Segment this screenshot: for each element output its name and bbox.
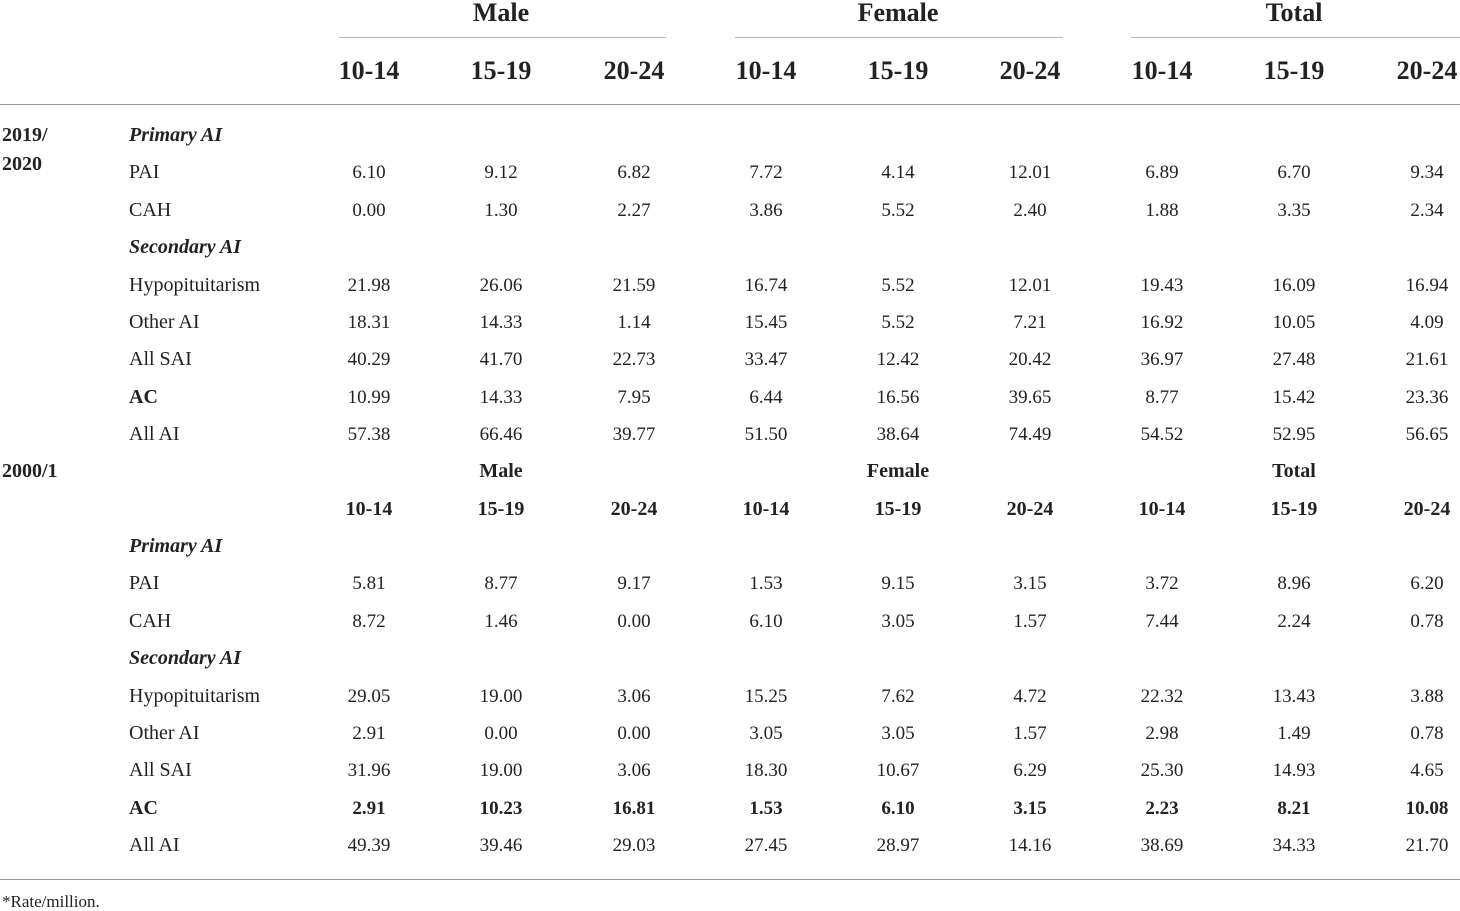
table-cell: 26.06 [479,274,523,296]
table-cell: 3.15 [1013,797,1047,819]
table-cell: 38.64 [876,424,920,446]
table-cell: 15.42 [1272,386,1316,408]
table-cell: 39.65 [1008,386,1052,408]
age-header: 15-19 [867,56,929,85]
row-label: All AI [129,423,180,446]
header-rule [0,104,1460,105]
table-cell: 4.72 [1013,685,1047,707]
table-cell: 7.44 [1145,610,1179,632]
table-cell: 15.25 [744,685,788,707]
table-cell: 54.52 [1140,424,1184,446]
table-cell: 0.78 [1410,610,1444,632]
table-cell: 3.05 [881,610,915,632]
table-cell: 6.44 [749,386,783,408]
period-label: 2019/ [2,124,48,146]
table-cell: 3.86 [749,199,783,221]
table-cell: 28.97 [876,835,920,857]
table-cell: 56.65 [1405,424,1449,446]
age-header: 15-19 [470,56,532,85]
row-label: AC [129,385,158,408]
table-cell: 21.98 [347,274,391,296]
period-label: 2000/1 [2,460,58,482]
table-cell: 2.27 [617,199,651,221]
table-cell: 12.01 [1008,274,1052,296]
group-underline [735,37,1063,38]
table-cell: 21.59 [612,274,656,296]
table-cell: 12.42 [876,349,920,371]
row-label: Hypopituitarism [129,273,261,296]
table-cell: 7.95 [617,386,651,408]
table-cell: 29.03 [612,835,656,857]
group-header: Female [857,0,939,27]
row-label: Other AI [129,722,200,744]
table-cell: 15.45 [744,312,788,333]
row-label: AC [129,796,158,819]
table-cell: 6.70 [1277,162,1311,184]
table-cell: 1.30 [484,199,518,221]
table-cell: 4.65 [1410,760,1444,782]
table-cell: 8.21 [1277,797,1311,819]
table-cell: 1.53 [749,797,783,819]
table-cell: 57.38 [347,424,391,446]
table-cell: 6.10 [749,610,783,632]
table-cell: 3.72 [1145,573,1179,595]
subage-header: 15-19 [477,498,525,520]
table-cell: 16.56 [876,386,920,408]
row-label: All AI [129,834,180,857]
subgroup-header: Male [479,460,523,482]
table-cell: 6.82 [617,162,651,184]
group-header: Male [472,0,530,27]
bottom-rule [0,879,1460,880]
row-label: Secondary AI [129,236,242,259]
table-cell: 16.74 [744,274,788,296]
table-cell: 29.05 [347,685,391,707]
table-cell: 6.10 [352,162,386,184]
age-header: 20-24 [603,56,665,85]
table-cell: 1.14 [617,312,651,333]
table-cell: 39.46 [479,835,523,857]
footnote: *Rate/million. [2,892,100,911]
table-cell: 41.70 [479,349,523,371]
table-cell: 3.88 [1410,685,1444,707]
table-cell: 16.94 [1405,274,1449,296]
table-cell: 39.77 [612,424,656,446]
row-label: CAH [129,609,172,632]
row-label: All SAI [129,348,192,371]
table-cell: 1.46 [484,610,518,632]
table-cell: 16.81 [612,797,656,819]
subage-header: 15-19 [874,498,922,520]
table-cell: 4.14 [881,162,915,184]
table-cell: 49.39 [347,835,391,857]
table-cell: 10.67 [876,760,920,782]
table-cell: 1.57 [1013,610,1047,632]
table-cell: 38.69 [1140,835,1184,857]
subage-header: 10-14 [345,498,393,520]
table-cell: 2.34 [1410,199,1444,221]
table-cell: 40.29 [347,349,391,371]
table-cell: 18.31 [347,312,391,333]
table-cell: 22.32 [1140,685,1184,707]
row-label: Primary AI [129,124,223,146]
subgroup-header: Female [866,460,930,482]
subage-header: 20-24 [1006,498,1054,520]
table-cell: 0.00 [617,610,651,632]
table-cell: 5.52 [881,199,915,221]
table-cell: 7.62 [881,685,915,707]
table-cell: 0.00 [484,723,518,744]
table-cell: 9.17 [617,573,651,595]
table-cell: 1.57 [1013,723,1047,744]
row-label: Hypopituitarism [129,684,261,707]
subage-header: 20-24 [610,498,658,520]
table-cell: 9.12 [484,162,518,184]
table-cell: 1.53 [749,573,783,595]
subage-header: 10-14 [1138,498,1186,520]
table-cell: 51.50 [744,424,788,446]
row-label: PAI [129,161,160,184]
table-cell: 36.97 [1140,349,1184,371]
table-cell: 14.33 [479,386,523,408]
table-cell: 6.20 [1410,573,1444,595]
table-cell: 2.91 [352,797,386,819]
age-header: 10-14 [735,56,797,85]
table-cell: 6.29 [1013,760,1047,782]
subgroup-header: Total [1272,460,1316,482]
group-underline [1131,37,1460,38]
table-cell: 10.05 [1272,312,1316,333]
table-cell: 34.33 [1272,835,1316,857]
table-cell: 3.05 [881,723,915,744]
group-header: Total [1265,0,1323,27]
table-cell: 27.48 [1272,349,1316,371]
table-cell: 5.52 [881,312,915,333]
table-cell: 19.00 [479,685,523,707]
table-cell: 1.88 [1145,199,1179,221]
table-cell: 7.72 [749,162,783,184]
table-cell: 18.30 [744,760,788,782]
table-cell: 10.08 [1405,797,1449,819]
table-cell: 3.15 [1013,573,1047,595]
group-underline [339,37,666,38]
table-cell: 19.00 [479,760,523,782]
table-cell: 3.05 [749,723,783,744]
table-cell: 12.01 [1008,162,1052,184]
table-cell: 6.89 [1145,162,1179,184]
table-cell: 19.43 [1140,274,1184,296]
age-header: 20-24 [1396,56,1458,85]
subage-header: 10-14 [742,498,790,520]
table-cell: 8.77 [1145,386,1179,408]
table-cell: 23.36 [1405,386,1449,408]
table-cell: 22.73 [612,349,656,371]
table-cell: 74.49 [1008,424,1052,446]
subage-header: 15-19 [1270,498,1318,520]
table-cell: 14.33 [479,312,523,333]
table-cell: 2.24 [1277,610,1311,632]
table-cell: 14.16 [1008,835,1052,857]
table-cell: 21.61 [1405,349,1449,371]
table-cell: 5.52 [881,274,915,296]
table-cell: 10.23 [479,797,523,819]
table-cell: 7.21 [1013,312,1047,333]
table-cell: 3.06 [617,760,651,782]
table-cell: 16.92 [1140,312,1184,333]
table-cell: 25.30 [1140,760,1184,782]
table-cell: 21.70 [1405,835,1449,857]
table-cell: 8.77 [484,573,518,595]
period-label: 2020 [2,153,42,175]
age-header: 20-24 [999,56,1061,85]
table-cell: 0.78 [1410,723,1444,744]
age-header: 10-14 [1131,56,1193,85]
row-label: PAI [129,572,160,595]
table-cell: 9.15 [881,573,915,595]
row-label: Primary AI [129,535,223,557]
table-cell: 6.10 [881,797,915,819]
table-cell: 2.23 [1145,797,1179,819]
table-cell: 66.46 [479,424,523,446]
subage-header: 20-24 [1403,498,1451,520]
table-cell: 33.47 [744,349,788,371]
table-cell: 8.72 [352,610,386,632]
row-label: Other AI [129,311,200,333]
table-cell: 20.42 [1008,349,1052,371]
table-cell: 2.40 [1013,199,1047,221]
table-cell: 27.45 [744,835,788,857]
table-cell: 13.43 [1272,685,1316,707]
age-header: 15-19 [1263,56,1325,85]
table-cell: 0.00 [352,199,386,221]
table-cell: 10.99 [347,386,391,408]
table-cell: 2.98 [1145,723,1179,744]
row-label: Secondary AI [129,647,242,670]
table-cell: 31.96 [347,760,391,782]
table-cell: 3.06 [617,685,651,707]
table-cell: 4.09 [1410,312,1444,333]
table-cell: 1.49 [1277,723,1311,744]
table-cell: 8.96 [1277,573,1311,595]
row-label: All SAI [129,759,192,782]
row-label: CAH [129,198,172,221]
table-cell: 52.95 [1272,424,1316,446]
table-cell: 5.81 [352,573,386,595]
table-cell: 3.35 [1277,199,1311,221]
table-cell: 14.93 [1272,760,1316,782]
table-cell: 16.09 [1272,274,1316,296]
table-cell: 9.34 [1410,162,1444,184]
age-header: 10-14 [338,56,400,85]
table-cell: 0.00 [617,723,651,744]
table-cell: 2.91 [352,723,386,744]
